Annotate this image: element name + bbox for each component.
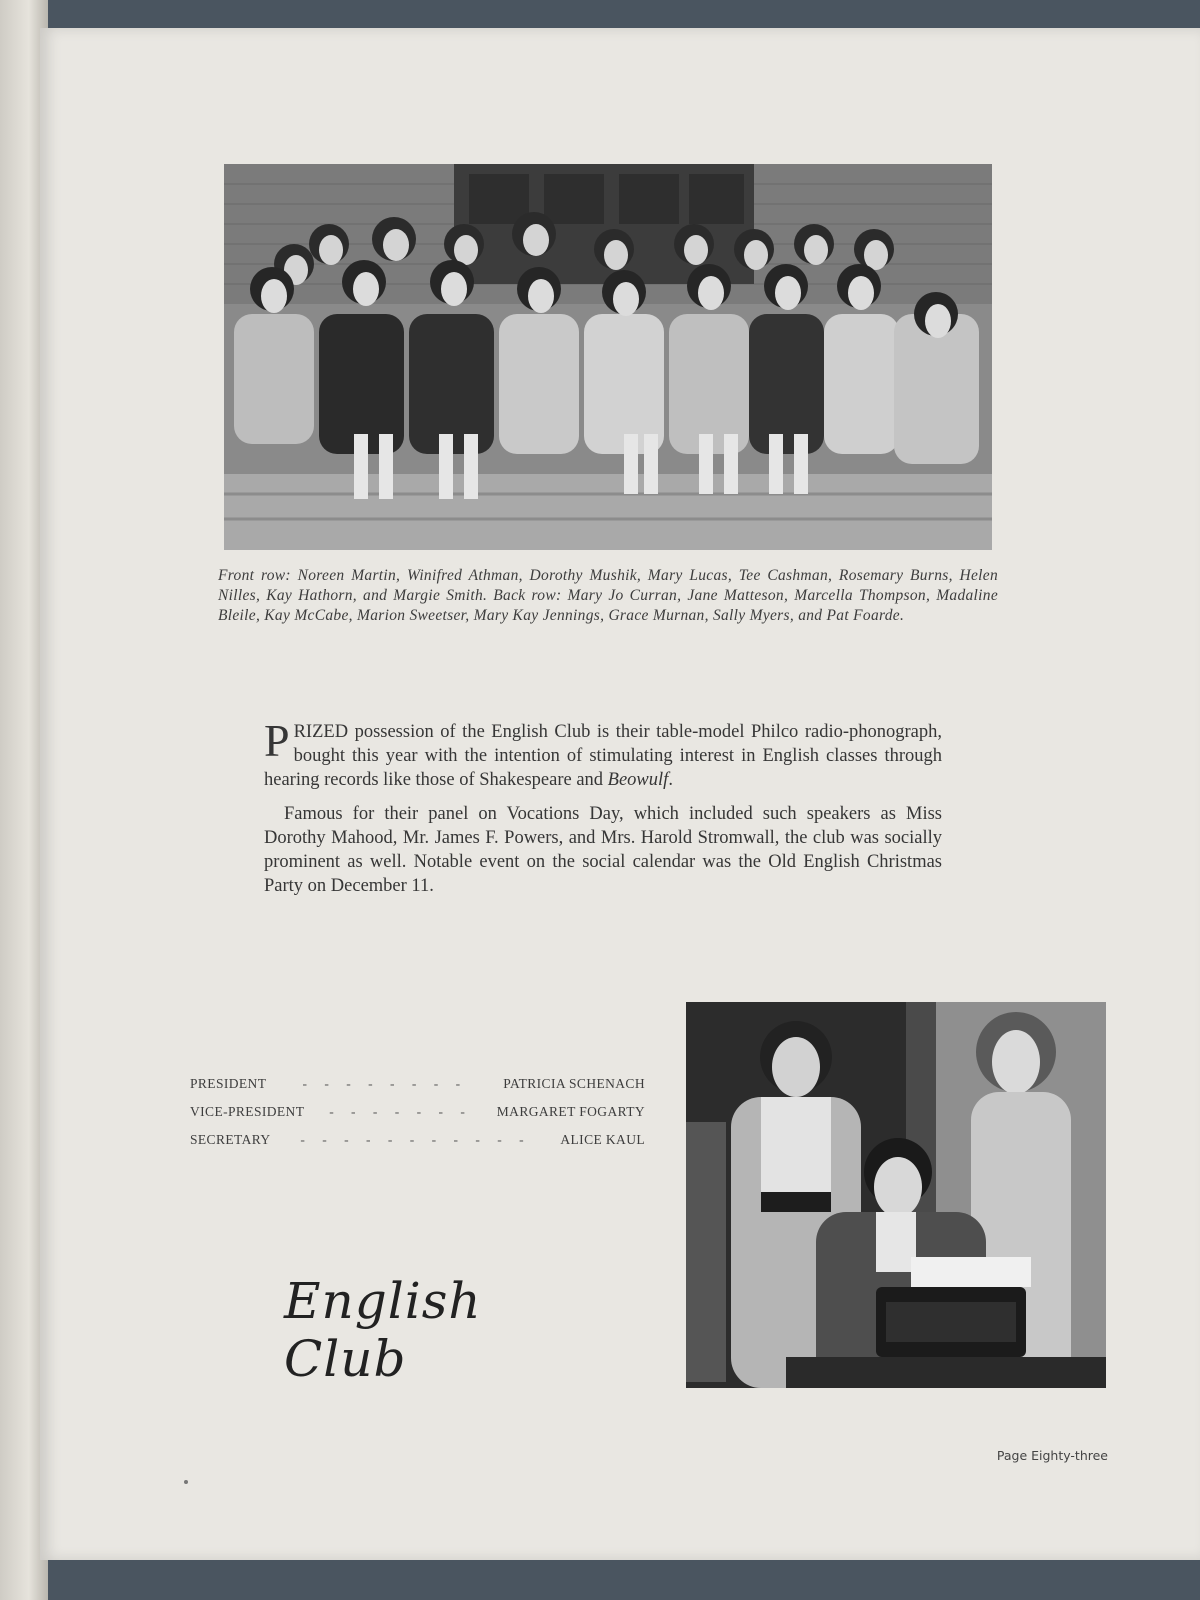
paragraph-2: Famous for their panel on Vocations Day, which included such speakers as Miss Dorothy Mahood, Mr. James F. Powers, and Mrs. Harold Stromwall, the club was socially prominent as well. Notable event on the social calendar was the Old English Christmas Party on December 11.	[264, 804, 942, 896]
officer-row	[190, 1132, 645, 1160]
page-speck	[184, 1480, 188, 1484]
club-title: English Club	[284, 1272, 482, 1388]
book-title: Beowulf	[607, 770, 669, 790]
officer-name: MARGARET FOGARTY	[496, 1104, 645, 1119]
dot-leader: - - - - - - - -	[302, 1076, 468, 1091]
article-text	[264, 715, 942, 908]
dot-leader: - - - - - - -	[329, 1104, 472, 1119]
paragraph-1	[264, 715, 942, 792]
officer-row	[190, 1104, 645, 1132]
officer-name: PATRICIA SCHENACH	[503, 1076, 645, 1091]
paragraph-1-end: .	[668, 770, 673, 790]
officer-row	[190, 1076, 645, 1104]
yearbook-page	[40, 28, 1200, 1560]
drop-cap: P	[264, 715, 290, 766]
officer-role: SECRETARY	[190, 1132, 271, 1147]
page-number: Page Eighty-three	[996, 1448, 1108, 1463]
officer-name: ALICE KAUL	[560, 1132, 645, 1147]
photo-caption: Front row: Noreen Martin, Winifred Athman, Dorothy Mushik, Mary Lucas, Tee Cashman, Rosemary Burns, Helen Nilles, Kay Hathorn, and Margie Smith. Back row: Mary Jo Curran, Jane Matteson, Marcella Thompson, Madaline Bleile, Kay McCabe, Marion Sweetser, Mary Kay Jennings, Grace Murnan, Sally Myers, and Pat Foarde.	[218, 567, 998, 624]
officers-photo	[686, 1002, 1106, 1388]
officer-role: VICE-PRESIDENT	[190, 1104, 305, 1119]
officers-list	[190, 1076, 645, 1160]
officer-role: PRESIDENT	[190, 1076, 267, 1091]
dot-leader: - - - - - - - - - - -	[300, 1132, 531, 1147]
group-photo	[224, 164, 992, 550]
paragraph-1-text: RIZED possession of the English Club is their table-model Philco radio-phonograph, bought this year with the intention of stimulating interest in English classes through hearing records like those of Shakespeare and	[264, 722, 942, 790]
